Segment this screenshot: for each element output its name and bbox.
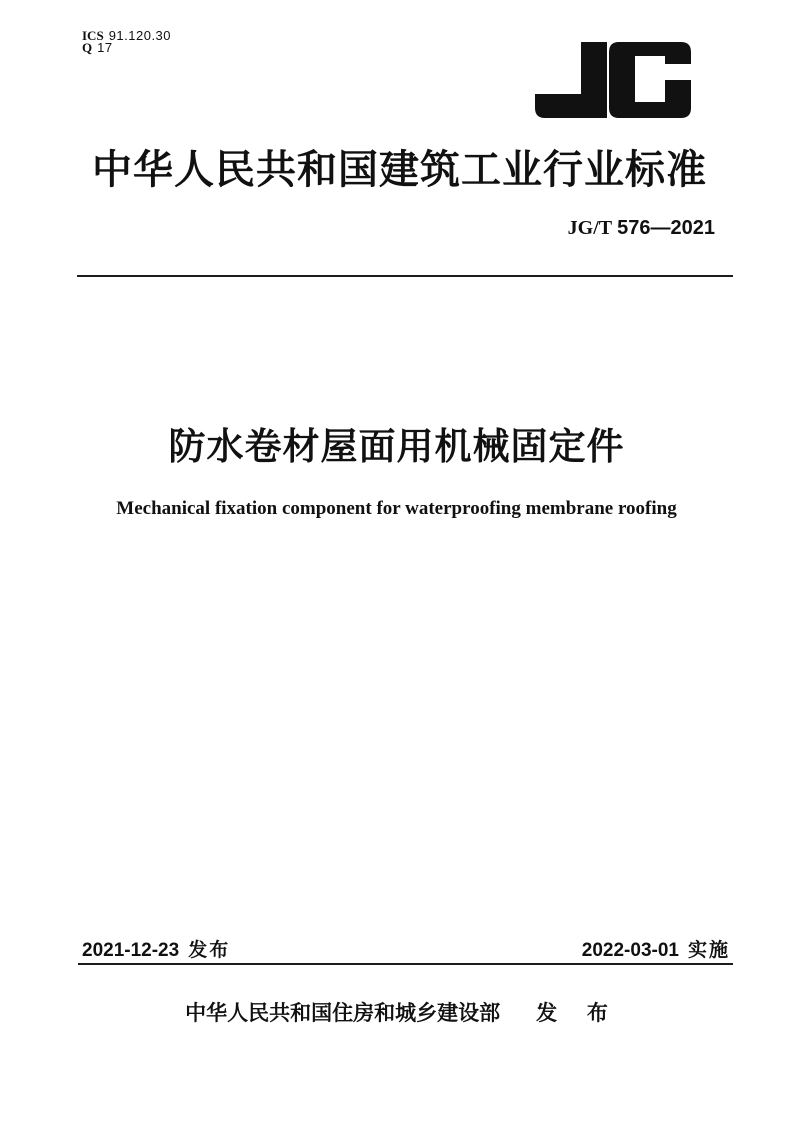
publish-action-label: 发 布	[536, 1002, 620, 1025]
standard-number-digits: 576—2021	[617, 217, 715, 239]
bottom-rule	[78, 963, 733, 965]
publisher-row	[0, 1000, 793, 1027]
standard-category-title: 中华人民共和国建筑工业行业标准	[92, 148, 707, 192]
implementation-label: 实施	[687, 940, 730, 961]
class-code: 17	[97, 40, 113, 55]
ics-block	[82, 30, 171, 54]
publisher-name: 中华人民共和国住房和城乡建设部	[185, 1002, 501, 1025]
document-title-english: Mechanical fixation component for waterproofing membrane roofing	[116, 498, 677, 519]
implementation-date: 2022-03-01	[581, 940, 679, 961]
jg-logo-icon	[535, 42, 691, 118]
issue-date-group	[82, 940, 230, 962]
classification-line	[82, 42, 171, 54]
ics-label: ICS	[82, 28, 104, 43]
standard-number-prefix: JG/T	[567, 217, 613, 239]
issue-date: 2021-12-23	[82, 940, 180, 961]
dates-row	[82, 940, 730, 962]
document-title: 防水卷材屋面用机械固定件	[168, 426, 625, 467]
standard-number	[568, 216, 715, 240]
class-label: Q	[82, 40, 93, 55]
ics-code: 91.120.30	[108, 28, 172, 43]
issue-label: 发布	[188, 940, 231, 961]
top-rule	[77, 275, 733, 277]
ics-line	[82, 30, 171, 42]
implementation-date-group	[582, 940, 730, 962]
